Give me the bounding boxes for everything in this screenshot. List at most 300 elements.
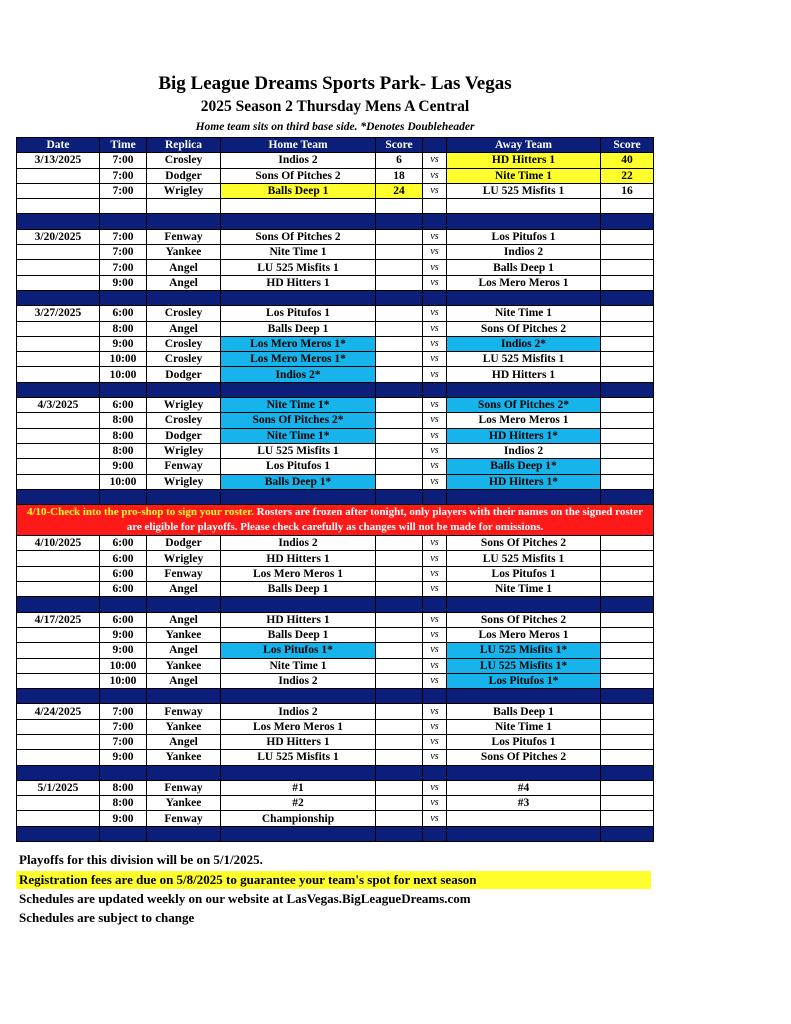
separator-cell — [601, 214, 654, 229]
week-separator — [17, 826, 654, 841]
separator-cell — [423, 765, 447, 780]
separator-cell — [100, 214, 147, 229]
away-team: #3 — [447, 796, 601, 811]
game-field: Angel — [147, 275, 221, 290]
game-field: Angel — [147, 582, 221, 597]
away-team: Sons Of Pitches 2 — [447, 750, 601, 765]
game-field: Yankee — [147, 658, 221, 673]
game-field: Wrigley — [147, 443, 221, 458]
game-date: 4/17/2025 — [17, 612, 100, 627]
separator-cell — [100, 382, 147, 397]
game-row — [17, 627, 654, 642]
game-row — [17, 780, 654, 795]
away-score — [601, 474, 654, 489]
game-field: Angel — [147, 734, 221, 749]
separator-cell — [17, 382, 100, 397]
away-team: Nite Time 1 — [447, 719, 601, 734]
game-date — [17, 673, 100, 688]
away-team: LU 525 Misfits 1 — [447, 183, 601, 198]
separator-cell — [221, 489, 376, 504]
game-date: 3/27/2025 — [17, 306, 100, 321]
home-team: LU 525 Misfits 1 — [221, 750, 376, 765]
separator-cell — [376, 597, 423, 612]
separator-cell — [221, 382, 376, 397]
game-row — [17, 474, 654, 489]
separator-cell — [447, 382, 601, 397]
home-team: Indios 2 — [221, 704, 376, 719]
away-team: Nite Time 1 — [447, 168, 601, 183]
away-score — [601, 459, 654, 474]
week-separator — [17, 489, 654, 504]
vs-label: vs — [423, 536, 447, 551]
game-row — [17, 750, 654, 765]
vs-label: vs — [423, 459, 447, 474]
away-score — [601, 673, 654, 688]
separator-cell — [147, 826, 221, 841]
away-team: Sons Of Pitches 2* — [447, 398, 601, 413]
game-time: 6:00 — [100, 612, 147, 627]
header-date: Date — [17, 138, 100, 153]
game-date — [17, 245, 100, 260]
game-time: 7:00 — [100, 153, 147, 168]
away-team: Indios 2* — [447, 336, 601, 351]
home-score — [376, 413, 423, 428]
game-field: Yankee — [147, 245, 221, 260]
separator-cell — [221, 765, 376, 780]
game-row — [17, 413, 654, 428]
game-field: Fenway — [147, 704, 221, 719]
game-field: Wrigley — [147, 551, 221, 566]
game-field: Angel — [147, 643, 221, 658]
away-team: Sons Of Pitches 2 — [447, 536, 601, 551]
home-score — [376, 734, 423, 749]
game-time: 10:00 — [100, 367, 147, 382]
separator-cell — [100, 689, 147, 704]
separator-cell — [601, 826, 654, 841]
home-score — [376, 811, 423, 826]
game-row — [17, 306, 654, 321]
week-separator — [17, 290, 654, 305]
home-team: Championship — [221, 811, 376, 826]
separator-cell — [447, 290, 601, 305]
game-date — [17, 582, 100, 597]
vs-label: vs — [423, 750, 447, 765]
separator-cell — [100, 826, 147, 841]
separator-cell — [17, 290, 100, 305]
game-date — [17, 168, 100, 183]
game-time: 8:00 — [100, 413, 147, 428]
away-team: Nite Time 1 — [447, 306, 601, 321]
vs-label: vs — [423, 612, 447, 627]
game-row — [17, 459, 654, 474]
week-separator — [17, 597, 654, 612]
separator-cell — [376, 689, 423, 704]
page-subtitle: 2025 Season 2 Thursday Mens A Central — [200, 98, 470, 115]
game-field: Wrigley — [147, 474, 221, 489]
game-time: 9:00 — [100, 459, 147, 474]
home-score — [376, 336, 423, 351]
home-score — [376, 306, 423, 321]
home-score — [376, 612, 423, 627]
away-score — [601, 321, 654, 336]
game-date — [17, 551, 100, 566]
game-time: 10:00 — [100, 474, 147, 489]
vs-label: vs — [423, 566, 447, 581]
game-date: 3/13/2025 — [17, 153, 100, 168]
home-team: Sons Of Pitches 2 — [221, 168, 376, 183]
home-team: HD Hitters 1 — [221, 551, 376, 566]
away-team: LU 525 Misfits 1* — [447, 658, 601, 673]
away-team: Los Mero Meros 1 — [447, 413, 601, 428]
vs-label: vs — [423, 443, 447, 458]
away-team: HD Hitters 1 — [447, 153, 601, 168]
away-team: Los Pitufos 1* — [447, 673, 601, 688]
separator-cell — [376, 199, 423, 214]
game-row — [17, 352, 654, 367]
game-time: 7:00 — [100, 719, 147, 734]
game-time: 6:00 — [100, 551, 147, 566]
separator-cell — [601, 689, 654, 704]
game-date — [17, 352, 100, 367]
header-away-score: Score — [601, 138, 654, 153]
separator-cell — [447, 214, 601, 229]
home-score — [376, 536, 423, 551]
game-row — [17, 612, 654, 627]
away-score — [601, 780, 654, 795]
away-score — [601, 306, 654, 321]
away-team: LU 525 Misfits 1* — [447, 643, 601, 658]
separator-cell — [17, 214, 100, 229]
home-team: LU 525 Misfits 1 — [221, 260, 376, 275]
away-score: 16 — [601, 183, 654, 198]
vs-label: vs — [423, 245, 447, 260]
separator-cell — [147, 199, 221, 214]
away-team: LU 525 Misfits 1 — [447, 352, 601, 367]
separator-cell — [100, 597, 147, 612]
game-time: 8:00 — [100, 428, 147, 443]
away-score — [601, 811, 654, 826]
home-score — [376, 428, 423, 443]
roster-notice-body: Rosters are frozen after tonight, only players with their names on the signed roster are eligible for playoffs. Please check carefully as changes will not be made for omissions. — [126, 506, 644, 534]
vs-label: vs — [423, 734, 447, 749]
game-row — [17, 658, 654, 673]
home-team: Sons Of Pitches 2* — [221, 413, 376, 428]
game-time: 9:00 — [100, 627, 147, 642]
home-team: #1 — [221, 780, 376, 795]
away-score — [601, 627, 654, 642]
separator-cell — [100, 290, 147, 305]
game-row — [17, 719, 654, 734]
away-team: HD Hitters 1 — [447, 367, 601, 382]
separator-cell — [423, 689, 447, 704]
vs-label: vs — [423, 811, 447, 826]
header-vs — [423, 138, 447, 153]
separator-cell — [601, 290, 654, 305]
game-row — [17, 643, 654, 658]
game-field: Angel — [147, 612, 221, 627]
separator-cell — [423, 199, 447, 214]
separator-cell — [423, 489, 447, 504]
game-field: Yankee — [147, 719, 221, 734]
vs-label: vs — [423, 321, 447, 336]
week-separator — [17, 689, 654, 704]
separator-cell — [447, 199, 601, 214]
game-field: Fenway — [147, 566, 221, 581]
home-team: HD Hitters 1 — [221, 275, 376, 290]
vs-label: vs — [423, 229, 447, 244]
home-team: Los Mero Meros 1 — [221, 566, 376, 581]
away-score — [601, 704, 654, 719]
away-team: Sons Of Pitches 2 — [447, 612, 601, 627]
game-row — [17, 183, 654, 198]
home-team: Los Pitufos 1 — [221, 459, 376, 474]
separator-cell — [601, 765, 654, 780]
vs-label: vs — [423, 796, 447, 811]
vs-label: vs — [423, 428, 447, 443]
away-team: Balls Deep 1 — [447, 260, 601, 275]
away-score: 40 — [601, 153, 654, 168]
game-time: 10:00 — [100, 352, 147, 367]
home-score — [376, 275, 423, 290]
away-score — [601, 582, 654, 597]
separator-cell — [601, 199, 654, 214]
separator-cell — [221, 290, 376, 305]
game-row — [17, 229, 654, 244]
home-team: Nite Time 1* — [221, 428, 376, 443]
game-field: Dodger — [147, 367, 221, 382]
separator-cell — [376, 489, 423, 504]
game-row — [17, 673, 654, 688]
home-team: Los Pitufos 1* — [221, 643, 376, 658]
home-score — [376, 443, 423, 458]
home-team: Balls Deep 1 — [221, 627, 376, 642]
game-row — [17, 551, 654, 566]
game-row — [17, 428, 654, 443]
away-score — [601, 398, 654, 413]
vs-label: vs — [423, 275, 447, 290]
game-date — [17, 367, 100, 382]
game-time: 6:00 — [100, 306, 147, 321]
game-time: 6:00 — [100, 582, 147, 597]
away-team: #4 — [447, 780, 601, 795]
vs-label: vs — [423, 398, 447, 413]
website-note: Schedules are updated weekly on our website at LasVegas.BigLeagueDreams.com — [19, 891, 471, 906]
game-time: 9:00 — [100, 336, 147, 351]
separator-cell — [376, 290, 423, 305]
away-team: Sons Of Pitches 2 — [447, 321, 601, 336]
game-date — [17, 643, 100, 658]
game-row — [17, 336, 654, 351]
separator-cell — [147, 382, 221, 397]
vs-label: vs — [423, 474, 447, 489]
away-score — [601, 245, 654, 260]
separator-cell — [100, 765, 147, 780]
home-team: Indios 2 — [221, 673, 376, 688]
game-date — [17, 474, 100, 489]
home-score: 18 — [376, 168, 423, 183]
vs-label: vs — [423, 719, 447, 734]
game-row — [17, 245, 654, 260]
game-field: Crosley — [147, 413, 221, 428]
blank-row — [17, 199, 654, 214]
separator-cell — [423, 382, 447, 397]
game-time: 7:00 — [100, 260, 147, 275]
away-score — [601, 658, 654, 673]
separator-cell — [17, 826, 100, 841]
away-team: Indios 2 — [447, 443, 601, 458]
separator-cell — [147, 765, 221, 780]
game-row — [17, 536, 654, 551]
home-team: Balls Deep 1 — [221, 183, 376, 198]
away-score — [601, 551, 654, 566]
separator-cell — [376, 382, 423, 397]
game-date — [17, 627, 100, 642]
header-away-team: Away Team — [447, 138, 601, 153]
game-time: 6:00 — [100, 398, 147, 413]
home-team: Indios 2* — [221, 367, 376, 382]
separator-cell — [17, 765, 100, 780]
away-score — [601, 352, 654, 367]
home-team: LU 525 Misfits 1 — [221, 443, 376, 458]
home-score: 6 — [376, 153, 423, 168]
schedule-table — [16, 137, 654, 842]
away-team: Los Pitufos 1 — [447, 566, 601, 581]
away-score — [601, 566, 654, 581]
home-score — [376, 229, 423, 244]
game-time: 7:00 — [100, 734, 147, 749]
home-score — [376, 643, 423, 658]
separator-cell — [447, 597, 601, 612]
vs-label: vs — [423, 367, 447, 382]
separator-cell — [17, 597, 100, 612]
game-field: Yankee — [147, 796, 221, 811]
game-field: Crosley — [147, 306, 221, 321]
game-field: Crosley — [147, 153, 221, 168]
separator-cell — [423, 597, 447, 612]
away-team: Los Mero Meros 1 — [447, 275, 601, 290]
game-time: 7:00 — [100, 245, 147, 260]
game-date — [17, 811, 100, 826]
game-field: Dodger — [147, 168, 221, 183]
separator-cell — [147, 597, 221, 612]
separator-cell — [601, 489, 654, 504]
registration-note: Registration fees are due on 5/8/2025 to guarantee your team's spot for next season — [16, 871, 651, 889]
home-score — [376, 750, 423, 765]
game-row — [17, 168, 654, 183]
game-time: 8:00 — [100, 443, 147, 458]
game-field: Wrigley — [147, 398, 221, 413]
game-date — [17, 275, 100, 290]
away-team: HD Hitters 1* — [447, 474, 601, 489]
away-team: Los Mero Meros 1 — [447, 627, 601, 642]
home-score: 24 — [376, 183, 423, 198]
home-team: HD Hitters 1 — [221, 612, 376, 627]
home-score — [376, 398, 423, 413]
separator-cell — [447, 689, 601, 704]
game-date: 5/1/2025 — [17, 780, 100, 795]
vs-label: vs — [423, 168, 447, 183]
separator-cell — [221, 826, 376, 841]
roster-notice-row — [17, 505, 654, 536]
home-team: Balls Deep 1 — [221, 321, 376, 336]
away-score — [601, 260, 654, 275]
game-date — [17, 658, 100, 673]
game-date — [17, 566, 100, 581]
separator-cell — [423, 826, 447, 841]
game-date — [17, 734, 100, 749]
away-score — [601, 367, 654, 382]
separator-cell — [601, 382, 654, 397]
away-team — [447, 811, 601, 826]
separator-cell — [147, 489, 221, 504]
home-team: Balls Deep 1* — [221, 474, 376, 489]
game-field: Fenway — [147, 459, 221, 474]
separator-cell — [17, 489, 100, 504]
home-score — [376, 627, 423, 642]
game-time: 6:00 — [100, 536, 147, 551]
separator-cell — [447, 489, 601, 504]
game-time: 7:00 — [100, 229, 147, 244]
away-score — [601, 336, 654, 351]
away-score — [601, 612, 654, 627]
separator-cell — [147, 214, 221, 229]
game-date — [17, 260, 100, 275]
game-row — [17, 260, 654, 275]
vs-label: vs — [423, 183, 447, 198]
game-row — [17, 367, 654, 382]
away-team: Los Pitufos 1 — [447, 229, 601, 244]
home-team: Los Mero Meros 1 — [221, 719, 376, 734]
game-date — [17, 413, 100, 428]
game-date — [17, 428, 100, 443]
home-team: Los Pitufos 1 — [221, 306, 376, 321]
home-score — [376, 459, 423, 474]
away-score — [601, 428, 654, 443]
roster-notice — [17, 505, 654, 536]
away-score: 22 — [601, 168, 654, 183]
vs-label: vs — [423, 551, 447, 566]
game-date — [17, 321, 100, 336]
game-time: 7:00 — [100, 168, 147, 183]
game-time: 6:00 — [100, 566, 147, 581]
game-date: 3/20/2025 — [17, 229, 100, 244]
game-row — [17, 153, 654, 168]
separator-cell — [221, 689, 376, 704]
home-team: Indios 2 — [221, 153, 376, 168]
separator-cell — [17, 199, 100, 214]
vs-label: vs — [423, 780, 447, 795]
game-date: 4/24/2025 — [17, 704, 100, 719]
game-time: 9:00 — [100, 811, 147, 826]
away-score — [601, 719, 654, 734]
home-score — [376, 245, 423, 260]
game-field: Dodger — [147, 428, 221, 443]
game-date — [17, 459, 100, 474]
week-separator — [17, 765, 654, 780]
page-title: Big League Dreams Sports Park- Las Vegas — [158, 73, 512, 94]
home-score — [376, 566, 423, 581]
game-row — [17, 796, 654, 811]
vs-label: vs — [423, 306, 447, 321]
vs-label: vs — [423, 352, 447, 367]
game-field: Crosley — [147, 352, 221, 367]
playoffs-note: Playoffs for this division will be on 5/1/2025. — [19, 852, 263, 867]
separator-cell — [376, 826, 423, 841]
roster-notice-lead: 4/10-Check into the pro-shop to sign your roster. — [26, 506, 254, 519]
separator-cell — [17, 689, 100, 704]
home-team: Balls Deep 1 — [221, 582, 376, 597]
game-field: Yankee — [147, 750, 221, 765]
